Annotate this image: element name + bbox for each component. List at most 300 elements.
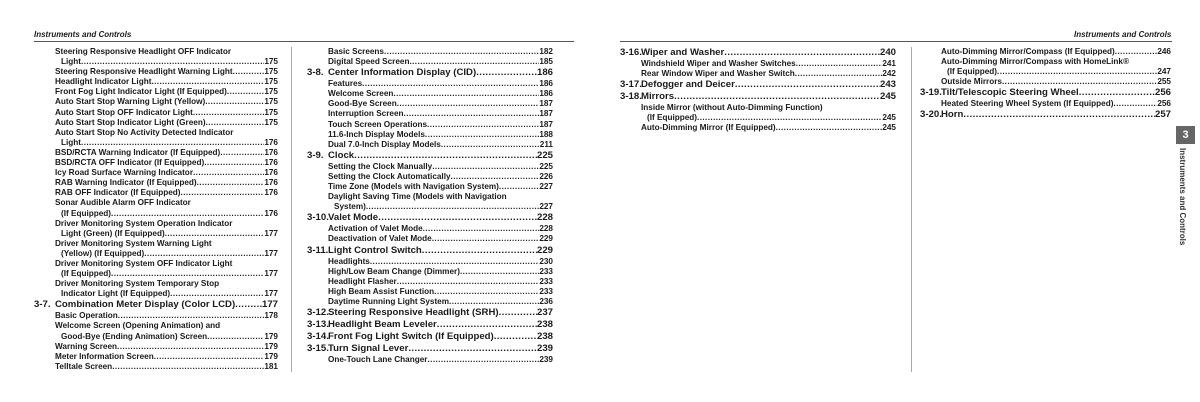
- toc-entry-link[interactable]: [920, 99, 1171, 109]
- section-number: 3-16.: [620, 47, 642, 58]
- section-title: Horn: [941, 109, 964, 121]
- section-number: 3-8.: [307, 67, 324, 79]
- toc-entry-link[interactable]: [307, 257, 553, 267]
- page-number: 233: [539, 266, 553, 276]
- page-number: 239: [539, 354, 553, 364]
- leader-dots: [425, 130, 539, 140]
- leader-dots: [366, 202, 539, 212]
- toc-column-1: [34, 47, 278, 372]
- leader-dots: [112, 362, 264, 372]
- toc-entry-continuation: Good-Bye (Ending Animation) Screen: [61, 331, 208, 341]
- toc-entry-link[interactable]: [34, 67, 278, 77]
- leader-dots: [449, 297, 539, 307]
- toc-entry-link[interactable]: [34, 362, 278, 372]
- section-title: Center Information Display (CID): [328, 67, 477, 79]
- page-number: 228: [539, 224, 553, 234]
- section-title: Headlight Beam Leveler: [328, 318, 437, 330]
- page-number: 175: [264, 97, 278, 107]
- page-number: 245: [882, 113, 896, 123]
- section-title: Turn Signal Lever: [328, 342, 409, 354]
- leader-dots: [197, 178, 265, 188]
- section-title: Front Fog Light Switch (If Equipped): [328, 330, 494, 342]
- toc-entry-link[interactable]: [307, 130, 553, 140]
- toc-entry-text: Headlight Indicator Light: [55, 77, 152, 87]
- toc-entry-text: Inside Mirror (without Auto-Dimming Function): [641, 103, 823, 113]
- section-title: Mirrors: [641, 91, 675, 103]
- toc-entry-text: Auto-Dimming Mirror (If Equipped): [641, 123, 776, 133]
- leader-dots: [235, 299, 262, 311]
- page-number: 257: [1154, 109, 1171, 121]
- toc-section-link[interactable]: [307, 307, 553, 319]
- page-number: 225: [536, 149, 553, 161]
- toc-entry-text: Digital Speed Screen: [328, 57, 410, 67]
- section-title: Defogger and Deicer: [641, 79, 735, 91]
- toc-entry-text: Auto Start Stop Indicator Light (Green): [55, 117, 206, 127]
- leader-dots: [432, 234, 540, 244]
- leader-dots: [776, 123, 883, 133]
- page-number: 175: [264, 117, 278, 127]
- leader-dots: [697, 113, 882, 123]
- toc-entry-link[interactable]: [34, 148, 278, 158]
- leader-dots: [81, 57, 264, 67]
- page-number: 245: [879, 91, 896, 103]
- toc-entry-link[interactable]: [34, 158, 278, 168]
- page-number: 227: [539, 182, 553, 192]
- section-title: Clock: [328, 149, 355, 161]
- leader-dots: [1113, 99, 1157, 109]
- header-rule-right: [620, 41, 1172, 42]
- page-number: 246: [1157, 47, 1171, 56]
- leader-dots: [397, 99, 540, 109]
- toc-section-link[interactable]: [620, 47, 896, 59]
- running-header-right: Instruments and Controls: [1074, 30, 1172, 39]
- toc-entry-link[interactable]: [34, 97, 278, 107]
- toc-entry-text: Daylight Saving Time (Models with Navigation: [328, 192, 507, 202]
- toc-entry-continuation: (If Equipped): [647, 113, 698, 123]
- toc-entry-link[interactable]: [307, 89, 553, 99]
- leader-dots: [735, 79, 880, 91]
- toc-entry-text: Windshield Wiper and Washer Switches: [641, 59, 796, 68]
- page-number: 178: [264, 311, 278, 321]
- page-number: 230: [539, 256, 553, 266]
- toc-entry-text: Basic Operation: [55, 311, 118, 321]
- toc-entry-text: Driver Monitoring System Temporary Stop: [55, 279, 220, 289]
- toc-entry-text: Warning Screen: [55, 341, 118, 351]
- leader-dots: [370, 257, 539, 267]
- section-number: 3-20.: [920, 109, 942, 121]
- toc-entry-text: Good-Bye Screen: [328, 99, 397, 109]
- toc-entry-text: Welcome Screen (Opening Animation) and: [55, 321, 221, 331]
- page-number: 186: [539, 79, 553, 89]
- page-number: 177: [264, 248, 278, 258]
- leader-dots: [499, 182, 539, 192]
- toc-entry-text: 11.6-Inch Display Models: [328, 129, 425, 139]
- leader-dots: [154, 352, 265, 362]
- page-number: 177: [261, 299, 278, 311]
- toc-entry-link[interactable]: [307, 47, 553, 57]
- toc-entry-link[interactable]: [34, 269, 278, 279]
- page-number: 226: [539, 171, 553, 181]
- leader-dots: [795, 69, 883, 79]
- page-number: 188: [539, 129, 553, 139]
- toc-entry-link[interactable]: [307, 202, 553, 212]
- page-number: 176: [264, 208, 278, 218]
- leader-dots: [724, 47, 880, 59]
- toc-entry-text: Features: [328, 79, 363, 89]
- toc-entry-text: Auto-Dimming Mirror/Compass with HomeLink®: [941, 57, 1129, 67]
- toc-entry-link[interactable]: [34, 118, 278, 128]
- toc-entry-link[interactable]: [307, 297, 553, 307]
- toc-entry-link[interactable]: [307, 267, 553, 277]
- leader-dots: [181, 188, 265, 198]
- section-number: 3-13.: [307, 318, 329, 330]
- leader-dots: [427, 355, 539, 365]
- leader-dots: [111, 209, 264, 219]
- toc-entry-link[interactable]: [307, 287, 553, 297]
- toc-entry-text: Meter Information Screen: [55, 351, 154, 361]
- toc-entry-link[interactable]: [34, 229, 278, 239]
- toc-section-link[interactable]: [307, 245, 553, 257]
- toc-entry-link[interactable]: [307, 162, 553, 172]
- page-number: 256: [1157, 99, 1171, 109]
- page-number: 242: [882, 69, 896, 79]
- leader-dots: [233, 67, 265, 77]
- leader-dots: [460, 267, 539, 277]
- toc-section-link[interactable]: [307, 150, 553, 162]
- toc-entry-text: Driver Monitoring System Operation Indicator: [55, 218, 233, 228]
- leader-dots: [997, 67, 1157, 77]
- toc-entry-link[interactable]: [307, 172, 553, 182]
- toc-entry-link[interactable]: [307, 99, 553, 109]
- page-number: 177: [264, 228, 278, 238]
- toc-entry-text: Heated Steering Wheel System (If Equipped): [941, 99, 1114, 109]
- toc-entry-text: Front Fog Light Indicator Light (If Equipped): [55, 87, 227, 97]
- page-number: 237: [536, 306, 553, 318]
- section-number: 3-14.: [307, 330, 329, 342]
- page-number: 185: [539, 57, 553, 67]
- page-number: 239: [536, 342, 553, 354]
- toc-entry-continuation: Indicator Light (If Equipped): [61, 289, 171, 299]
- page-number: 175: [264, 87, 278, 97]
- toc-entry-link[interactable]: [34, 138, 278, 148]
- toc-entry-link[interactable]: [307, 224, 553, 234]
- toc-entry-text: Setting the Clock Manually: [328, 161, 433, 171]
- toc-entry-text: RAB Warning Indicator (If Equipped): [55, 178, 197, 188]
- toc-entry-link[interactable]: [307, 355, 553, 365]
- page-number: 227: [539, 202, 553, 212]
- toc-entry-link[interactable]: [307, 109, 553, 119]
- toc-entry-link[interactable]: [34, 332, 278, 342]
- toc-entry-text: Dual 7.0-Inch Display Models: [328, 139, 441, 149]
- toc-entry-text: Driver Monitoring System Warning Light: [55, 238, 212, 248]
- section-title: Light Control Switch: [328, 244, 422, 256]
- leader-dots: [118, 311, 265, 321]
- toc-section-link[interactable]: [307, 67, 553, 79]
- page-number: 225: [539, 161, 553, 171]
- toc-entry-continuation: Light: [61, 137, 82, 147]
- leader-dots: [151, 77, 264, 87]
- page-number: 186: [536, 67, 553, 79]
- page-number: 176: [264, 137, 278, 147]
- leader-dots: [494, 331, 537, 343]
- leader-dots: [434, 287, 539, 297]
- page-number: 177: [264, 289, 278, 299]
- toc-section-link[interactable]: [34, 299, 278, 311]
- toc-section-link[interactable]: [307, 319, 553, 331]
- toc-section-link[interactable]: [920, 87, 1171, 99]
- page-number: 176: [264, 168, 278, 178]
- leader-dots: [393, 89, 539, 99]
- toc-entry-text: Sonar Audible Alarm OFF Indicator: [55, 198, 191, 208]
- chapter-tab[interactable]: 3: [1176, 126, 1195, 144]
- page-number: 233: [539, 286, 553, 296]
- toc-section-link[interactable]: [307, 343, 553, 355]
- toc-entry-link[interactable]: [920, 77, 1171, 87]
- section-number: 3-12.: [307, 306, 329, 318]
- toc-entry-text: High Beam Assist Function: [328, 286, 435, 296]
- toc-entry-link[interactable]: [307, 277, 553, 287]
- leader-dots: [422, 245, 537, 257]
- page-number: 186: [539, 89, 553, 99]
- toc-entry-link[interactable]: [620, 59, 896, 69]
- page-number: 181: [264, 361, 278, 371]
- section-title: Tilt/Telescopic Steering Wheel: [941, 87, 1079, 99]
- toc-entry-text: Auto Start Stop OFF Indicator Light: [55, 107, 193, 117]
- toc-section-link[interactable]: [920, 109, 1171, 121]
- toc-section-link[interactable]: [620, 91, 896, 103]
- page-number: 238: [536, 318, 553, 330]
- page-number: 175: [264, 77, 278, 87]
- leader-dots: [427, 120, 539, 130]
- leader-dots: [1079, 87, 1155, 99]
- toc-column-4: [920, 47, 1171, 121]
- page-number: 229: [536, 244, 553, 256]
- leader-dots: [378, 212, 537, 224]
- toc-entry-text: Outside Mirrors: [941, 77, 1002, 87]
- leader-dots: [193, 108, 265, 118]
- leader-dots: [81, 138, 264, 148]
- page-number: 187: [539, 119, 553, 129]
- page-number: 236: [539, 296, 553, 306]
- toc-entry-link[interactable]: [34, 209, 278, 219]
- toc-entry-link[interactable]: [920, 47, 1171, 57]
- leader-dots: [796, 59, 883, 69]
- leader-dots: [499, 307, 537, 319]
- toc-entry-text: Touch Screen Operations: [328, 119, 428, 129]
- leader-dots: [432, 162, 539, 172]
- toc-entry-link[interactable]: [620, 69, 896, 79]
- section-title: Combination Meter Display (Color LCD): [55, 299, 236, 311]
- page-number: 247: [1157, 67, 1171, 77]
- page-number: 229: [539, 234, 553, 244]
- toc-entry-text: BSD/RCTA OFF Indicator (If Equipped): [55, 158, 205, 168]
- toc-entry-link[interactable]: [34, 249, 278, 259]
- page-number: 233: [539, 276, 553, 286]
- leader-dots: [207, 332, 264, 342]
- toc-entry-link[interactable]: [34, 311, 278, 321]
- toc-column-2: [307, 47, 553, 365]
- toc-entry-text: Interruption Screen: [328, 109, 404, 119]
- leader-dots: [451, 172, 540, 182]
- page-number: 177: [264, 269, 278, 279]
- toc-entry-text: Welcome Screen: [328, 89, 394, 99]
- page-number: 179: [264, 341, 278, 351]
- section-number: 3-9.: [307, 149, 324, 161]
- toc-entry-text: Daytime Running Light System: [328, 296, 450, 306]
- page-number: 176: [264, 147, 278, 157]
- leader-dots: [408, 343, 537, 355]
- leader-dots: [384, 47, 539, 57]
- toc-entry-text: Rear Window Wiper and Washer Switch: [641, 69, 795, 79]
- toc-entry-link[interactable]: [307, 57, 553, 67]
- section-number: 3-15.: [307, 342, 329, 354]
- toc-entry-text: Time Zone (Models with Navigation System): [328, 182, 499, 192]
- leader-dots: [1115, 47, 1158, 57]
- toc-entry-link[interactable]: [620, 123, 896, 133]
- page-number: 238: [536, 330, 553, 342]
- toc-entry-text: Basic Screens: [328, 47, 384, 56]
- leader-dots: [204, 158, 264, 168]
- toc-entry-link[interactable]: [34, 289, 278, 299]
- leader-dots: [144, 249, 264, 259]
- toc-entry-text: Icy Road Surface Warning Indicator: [55, 168, 193, 178]
- toc-entry-continuation: Light (Green) (If Equipped): [61, 228, 165, 238]
- toc-entry-continuation: (Yellow) (If Equipped): [61, 248, 145, 258]
- leader-dots: [117, 342, 264, 352]
- column-divider-left: [291, 47, 292, 372]
- leader-dots: [220, 148, 264, 158]
- page-number: 211: [539, 139, 553, 149]
- toc-section-link[interactable]: [307, 212, 553, 224]
- leader-dots: [354, 150, 537, 162]
- section-title: Steering Responsive Headlight (SRH): [328, 306, 499, 318]
- page-number: 255: [1157, 77, 1171, 87]
- toc-entry-continuation: (If Equipped): [947, 67, 998, 77]
- leader-dots: [362, 79, 539, 89]
- leader-dots: [193, 168, 264, 178]
- section-number: 3-17.: [620, 79, 642, 91]
- toc-entry-link[interactable]: [307, 182, 553, 192]
- leader-dots: [674, 91, 880, 103]
- toc-entry-link[interactable]: [34, 352, 278, 362]
- page-number: 176: [264, 178, 278, 188]
- page-number: 228: [536, 212, 553, 224]
- toc-entry-link[interactable]: [620, 113, 896, 123]
- header-rule-left: [34, 41, 574, 42]
- toc-entry-text: High/Low Beam Change (Dimmer): [328, 266, 460, 276]
- leader-dots: [206, 118, 265, 128]
- toc-entry-link[interactable]: [34, 178, 278, 188]
- leader-dots: [409, 57, 539, 67]
- toc-entry-text: Headlight Flasher: [328, 276, 397, 286]
- page-number: 175: [264, 67, 278, 77]
- page-number: 187: [539, 109, 553, 119]
- leader-dots: [170, 289, 264, 299]
- toc-entry-text: Setting the Clock Automatically: [328, 171, 451, 181]
- toc-entry-text: Steering Responsive Headlight OFF Indicator: [55, 47, 232, 56]
- leader-dots: [165, 229, 265, 239]
- toc-entry-continuation: (If Equipped): [61, 208, 112, 218]
- section-number: 3-10.: [307, 212, 329, 224]
- page-number: 240: [879, 47, 896, 58]
- toc-entry-text: Auto-Dimming Mirror/Compass (If Equipped): [941, 47, 1115, 56]
- running-header-left: Instruments and Controls: [34, 30, 132, 39]
- toc-entry-link[interactable]: [307, 79, 553, 89]
- leader-dots: [476, 67, 537, 79]
- section-number: 3-19.: [920, 87, 942, 99]
- section-title: Valet Mode: [328, 212, 379, 224]
- leader-dots: [397, 277, 540, 287]
- page-number: 179: [264, 331, 278, 341]
- chapter-tab-label: Instruments and Controls: [1178, 148, 1187, 246]
- toc-entry-text: RAB OFF Indicator (If Equipped): [55, 188, 181, 198]
- leader-dots: [111, 269, 264, 279]
- section-number: 3-7.: [34, 299, 51, 311]
- page-number: 175: [264, 57, 278, 67]
- toc-entry-continuation: (If Equipped): [61, 269, 112, 279]
- page-number: 179: [264, 351, 278, 361]
- page-number: 175: [264, 107, 278, 117]
- toc-section-link[interactable]: [307, 331, 553, 343]
- page-number: 182: [539, 47, 553, 56]
- leader-dots: [441, 140, 540, 150]
- toc-entry-link[interactable]: [34, 87, 278, 97]
- leader-dots: [437, 319, 537, 331]
- toc-section-link[interactable]: [620, 79, 896, 91]
- column-divider-right: [911, 47, 912, 372]
- toc-column-3: [620, 47, 896, 133]
- leader-dots: [423, 224, 540, 234]
- toc-entry-link[interactable]: [34, 57, 278, 67]
- section-title: Wiper and Washer: [641, 47, 725, 58]
- toc-entry-link[interactable]: [920, 67, 1171, 77]
- leader-dots: [227, 87, 264, 97]
- page-number: 256: [1154, 87, 1171, 99]
- page-number: 241: [882, 59, 896, 68]
- page-number: 243: [879, 79, 896, 91]
- toc-entry-link[interactable]: [307, 140, 553, 150]
- toc-entry-text: Headlights: [328, 256, 370, 266]
- toc-entry-link[interactable]: [34, 342, 278, 352]
- section-number: 3-11.: [307, 244, 329, 256]
- toc-entry-text: Deactivation of Valet Mode: [328, 234, 432, 244]
- page-number: 187: [539, 99, 553, 109]
- right-page: [600, 0, 1200, 402]
- toc-entry-text: BSD/RCTA Warning Indicator (If Equipped): [55, 147, 221, 157]
- toc-entry-continuation: System): [334, 202, 366, 212]
- toc-entry-text: Telltale Screen: [55, 361, 113, 371]
- toc-entry-link[interactable]: [307, 234, 553, 244]
- toc-entry-link[interactable]: [34, 188, 278, 198]
- leader-dots: [205, 97, 264, 107]
- toc-entry-link[interactable]: [34, 77, 278, 87]
- leader-dots: [963, 109, 1155, 121]
- toc-entry-text: Activation of Valet Mode: [328, 224, 423, 234]
- page-number: 176: [264, 158, 278, 168]
- toc-entry-text: Auto Start Stop Warning Light (Yellow): [55, 97, 206, 107]
- leader-dots: [404, 109, 540, 119]
- toc-entry-text: One-Touch Lane Changer: [328, 354, 428, 364]
- toc-entry-continuation: Light: [61, 57, 82, 67]
- toc-entry-link[interactable]: [34, 168, 278, 178]
- toc-entry-text: Driver Monitoring System OFF Indicator Light: [55, 258, 233, 268]
- toc-entry-text: Steering Responsive Headlight Warning Light: [55, 67, 233, 77]
- page-number: 176: [264, 188, 278, 198]
- toc-entry-link[interactable]: [307, 120, 553, 130]
- page-number: 245: [882, 123, 896, 133]
- toc-entry-link[interactable]: [34, 108, 278, 118]
- leader-dots: [1002, 77, 1157, 87]
